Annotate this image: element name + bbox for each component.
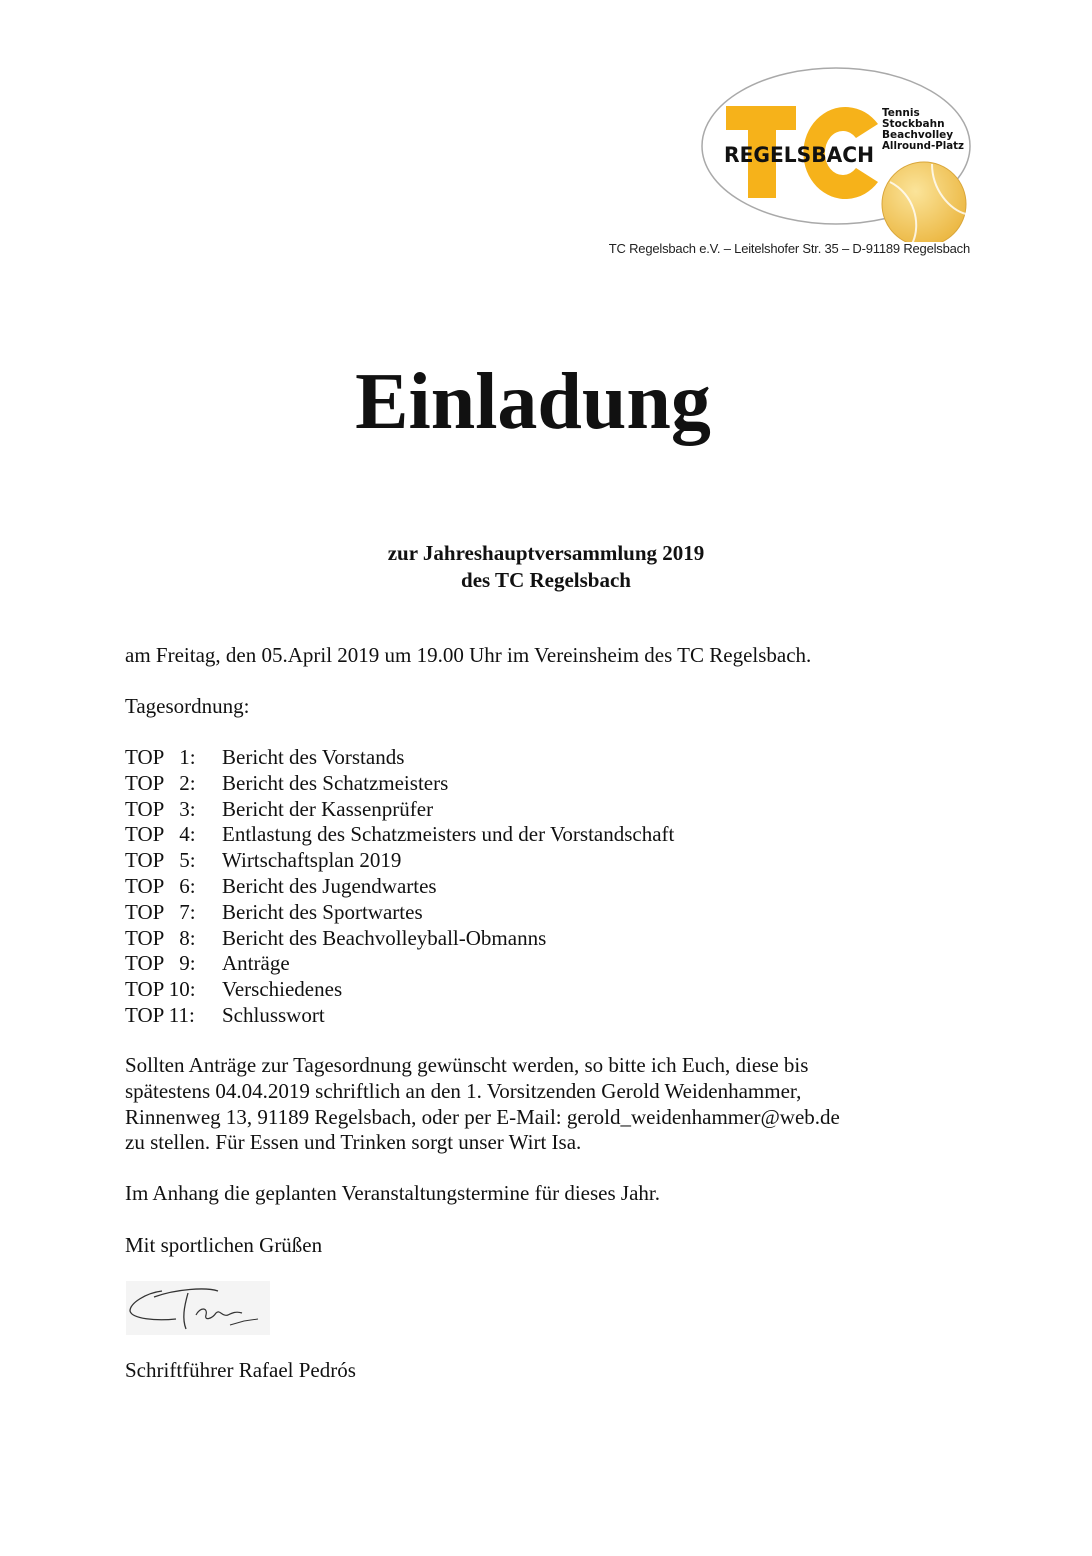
- agenda-item-text: Verschiedenes: [222, 977, 343, 1002]
- subtitle: [0, 540, 1092, 594]
- agenda-item-label: TOP 6:: [125, 873, 196, 898]
- agenda-item-label: TOP 8:: [125, 925, 196, 950]
- agenda-item-text: Bericht des Vorstands: [222, 745, 405, 769]
- agenda-item-text: Bericht des Jugendwartes: [222, 873, 437, 898]
- agenda-item: [125, 951, 925, 977]
- attachment-paragraph: Im Anhang die geplanten Veranstaltungstermine für dieses Jahr.: [125, 1181, 660, 1205]
- agenda-item-label: TOP 9:: [125, 951, 196, 976]
- subtitle-line-2: des TC Regelsbach: [461, 568, 631, 592]
- signature-image: [126, 1281, 270, 1335]
- signer-name: Schriftführer Rafael Pedrós: [125, 1358, 356, 1382]
- agenda-item: [125, 900, 925, 926]
- logo-sport-beachvolley: Beachvolley: [882, 129, 954, 141]
- agenda-item-label: TOP 5:: [125, 848, 196, 873]
- agenda-item: [125, 848, 925, 874]
- page-title: Einladung: [355, 358, 711, 446]
- requests-paragraph: [125, 1053, 945, 1156]
- requests-line: Sollten Anträge zur Tagesordnung gewünscht werden, so bitte ich Euch, diese bis: [125, 1053, 809, 1077]
- requests-line: spätestens 04.04.2019 schriftlich an den 1. Vorsitzenden Gerold Weidenhammer,: [125, 1078, 802, 1103]
- agenda-item-label: TOP 3:: [125, 796, 196, 821]
- logo-sport-tennis: Tennis: [882, 107, 920, 119]
- agenda-item: [125, 771, 925, 797]
- requests-line: zu stellen. Für Essen und Trinken sorgt unser Wirt Isa.: [125, 1130, 582, 1155]
- agenda-item-text: Bericht des Sportwartes: [222, 899, 423, 924]
- agenda-item: [125, 926, 925, 952]
- agenda-item-label: TOP 2:: [125, 770, 196, 795]
- agenda-heading: Tagesordnung:: [125, 694, 250, 718]
- logo-sport-allround: Allround-Platz: [882, 140, 964, 152]
- requests-line: Rinnenweg 13, 91189 Regelsbach, oder per E-Mail: gerold_weidenhammer@web.de: [125, 1104, 840, 1129]
- agenda-item-label: TOP 11:: [125, 1002, 195, 1027]
- agenda-item-text: Schlusswort: [222, 1002, 325, 1027]
- agenda-item: [125, 1003, 925, 1029]
- agenda-item-label: TOP 10:: [125, 977, 196, 1002]
- agenda-item: [125, 745, 925, 771]
- agenda-item: [125, 874, 925, 900]
- club-logo: [700, 64, 976, 242]
- agenda-item-label: TOP 1:: [125, 745, 196, 769]
- agenda-item-text: Bericht des Schatzmeisters: [222, 770, 449, 795]
- agenda-item-text: Anträge: [222, 951, 290, 976]
- agenda-item: [125, 977, 925, 1003]
- agenda-item: [125, 797, 925, 823]
- agenda-item-text: Entlastung des Schatzmeisters und der Vorstandschaft: [222, 822, 675, 847]
- agenda-list: [125, 745, 925, 1029]
- agenda-item-label: TOP 4:: [125, 822, 196, 847]
- intro-text: am Freitag, den 05.April 2019 um 19.00 Uhr im Vereinsheim des TC Regelsbach.: [125, 643, 812, 667]
- club-address: TC Regelsbach e.V. – Leitelshofer Str. 35 – D-91189 Regelsbach: [608, 241, 970, 256]
- logo-wordmark: REGELSBACH: [724, 143, 874, 167]
- agenda-item: [125, 822, 925, 848]
- logo-sport-stockbahn: Stockbahn: [882, 118, 945, 130]
- agenda-item-text: Wirtschaftsplan 2019: [222, 848, 402, 873]
- closing-greeting: Mit sportlichen Grüßen: [125, 1233, 323, 1257]
- subtitle-line-1: zur Jahreshauptversammlung 2019: [387, 541, 705, 565]
- tennis-ball-icon: [882, 162, 966, 242]
- agenda-item-label: TOP 7:: [125, 899, 196, 924]
- agenda-item-text: Bericht der Kassenprüfer: [222, 796, 434, 821]
- agenda-item-text: Bericht des Beachvolleyball-Obmanns: [222, 925, 547, 950]
